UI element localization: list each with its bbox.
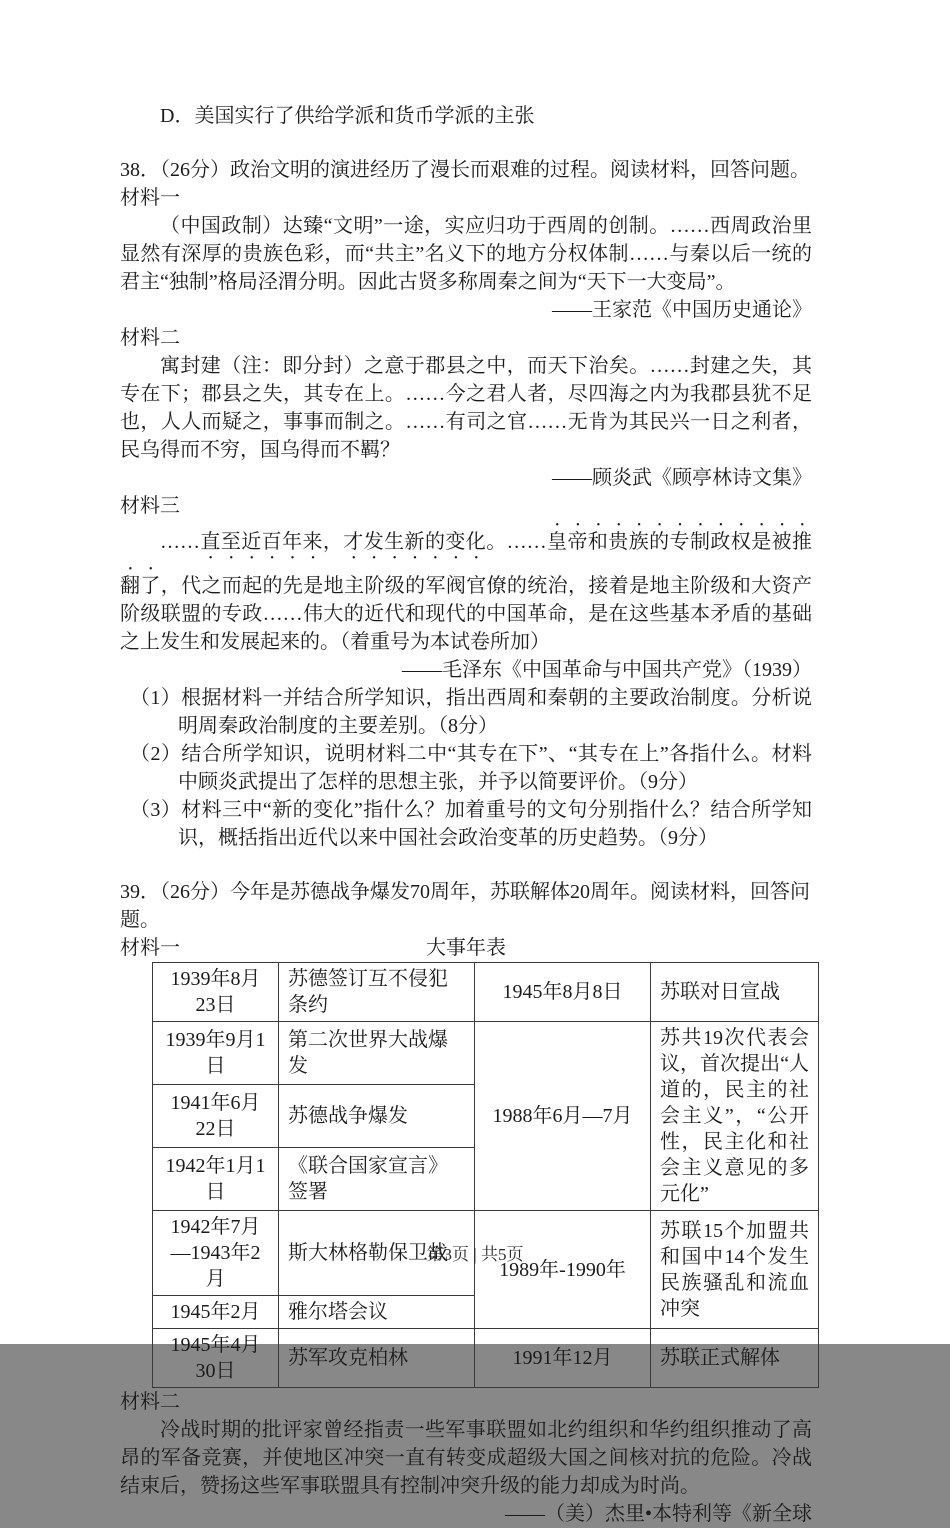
timeline-table: [152, 962, 819, 1388]
q38-sub-question-1: （1）根据材料一并结合所学知识，指出西周和秦朝的主要政治制度。分析说明周秦政治制度的主要差别。（8分）: [130, 687, 812, 737]
page-number-footer: 第3页 | 共5页: [426, 1245, 524, 1264]
q39-material2-source: ——（美）杰里•本特利等《新全球: [504, 1503, 812, 1525]
table-cell-event: 苏联15个加盟共和国中14个发生民族骚乱和流血冲突: [651, 1211, 819, 1329]
table-cell-date: 1939年8月23日: [153, 963, 279, 1022]
table-cell-date: 1939年9月1日: [153, 1022, 279, 1085]
q39-material1-line: [120, 934, 812, 962]
q38-sub-question-2: （2）结合所学知识，说明材料二中“其专在下”、“其专在上”各指什么。材料中顾炎武提出了怎样的思想主张，并予以简要评价。（9分）: [130, 743, 812, 793]
table-cell-date: 1942年7月—1943年2月: [153, 1211, 279, 1296]
q38-material3-source: ——毛泽东《中国革命与中国共产党》（1939）: [402, 659, 812, 681]
question-39-header: 39．（26分）今年是苏德战争爆发70周年，苏联解体20周年。阅读材料，回答问题。: [120, 881, 810, 931]
q39-material2-text: 冷战时期的批评家曾经指责一些军事联盟如北约组织和华约组织推动了高昂的军备竞赛，并使地区冲突一直有转变成超级大国之间核对抗的危险。冷战结束后，赞扬这些军事联盟具有控制冲突升级的能力却成为时尚。: [120, 1419, 812, 1497]
q38-material1-text: （中国政制）达臻“文明”一途，实应归功于西周的创制。……西周政治里显然有深厚的贵族色彩，而“共主”名义下的地方分权体制……与秦以后一统的君主“独制”格局泾渭分明。因此古贤多称周秦之间为“天下一大变局”。: [120, 215, 812, 293]
q38-material2-source: ——顾炎武《顾亭林诗文集》: [552, 467, 812, 489]
table-row: [153, 1022, 819, 1085]
table-cell-date: 1941年6月22日: [153, 1085, 279, 1148]
q39-material2-label: 材料二: [120, 1391, 180, 1413]
table-cell-event: 苏德签订互不侵犯条约: [279, 963, 475, 1022]
option-d: D．美国实行了供给学派和货币学派的主张: [160, 105, 535, 127]
table-cell-date: 1945年8月8日: [475, 963, 651, 1022]
m3-emphasized-under: 直至近百年来，才发生新的变化: [200, 531, 487, 553]
table-cell-date: 1942年1月1日: [153, 1148, 279, 1211]
q38-material1-label: 材料一: [120, 187, 180, 209]
page-content: [120, 102, 812, 1528]
timeline-table-title: 大事年表: [426, 937, 506, 959]
table-row: [153, 1329, 819, 1388]
m3-lead: ……: [160, 531, 200, 553]
table-cell-date: 1945年4月30日: [153, 1329, 279, 1388]
m3-mid: 。……: [486, 531, 547, 553]
table-cell-event: 斯大林格勒保卫战: [279, 1211, 475, 1296]
q38-material3-label: 材料三: [120, 495, 180, 517]
table-cell-event: 苏共19次代表会议，首次提出“人道的，民主的社会主义”，“公开性，民主化和社会主义意见的多元化”: [651, 1022, 819, 1211]
q38-sub-question-3: （3）材料三中“新的变化”指什么？加着重号的文句分别指什么？结合所学知识，概括指出近代以来中国社会政治变革的历史趋势。（9分）: [130, 799, 812, 849]
table-cell-date: 1988年6月—7月: [475, 1022, 651, 1211]
question-38-header: 38．（26分）政治文明的演进经历了漫长而艰难的过程。阅读材料，回答问题。: [120, 159, 810, 181]
table-cell-event: 雅尔塔会议: [279, 1296, 475, 1329]
table-cell-event: 《联合国家宣言》签署: [279, 1148, 475, 1211]
table-row: [153, 963, 819, 1022]
q38-material3-text: [120, 520, 812, 656]
table-cell-event: 苏联对日宣战: [651, 963, 819, 1022]
q38-material2-text: 寓封建（注：即分封）之意于郡县之中，而天下治矣。……封建之失，其专在下；郡县之失，其专在上。……今之君人者，尽四海之内为我郡县犹不足也，人人而疑之，事事而制之。……有司之官……无肯为其民兴一日之利者，民乌得而不穷，国乌得而不羁？: [120, 355, 812, 461]
table-cell-event: 苏军攻克柏林: [279, 1329, 475, 1388]
m3-emphasized-over: 皇帝和贵族的专制政权是被推翻了: [120, 531, 813, 597]
q38-material1-source: ——王家范《中国历史通论》: [552, 299, 812, 321]
table-cell-date: 1945年2月: [153, 1296, 279, 1329]
q38-material2-label: 材料二: [120, 327, 180, 349]
table-cell-event: 苏联正式解体: [651, 1329, 819, 1388]
q39-material1-label: 材料一: [120, 937, 180, 959]
table-cell-date: 1989年-1990年: [475, 1211, 651, 1329]
table-cell-event: 第二次世界大战爆发: [279, 1022, 475, 1085]
m3-rest: ，代之而起的先是地主阶级的军阀官僚的统治，接着是地主阶级和大资产阶级联盟的专政……伟大的近代和现代的中国革命，是在这些基本矛盾的基础之上发生和发展起来的。（着重号为本试卷所加）: [120, 575, 813, 653]
table-cell-date: 1991年12月: [475, 1329, 651, 1388]
table-cell-event: 苏德战争爆发: [279, 1085, 475, 1148]
